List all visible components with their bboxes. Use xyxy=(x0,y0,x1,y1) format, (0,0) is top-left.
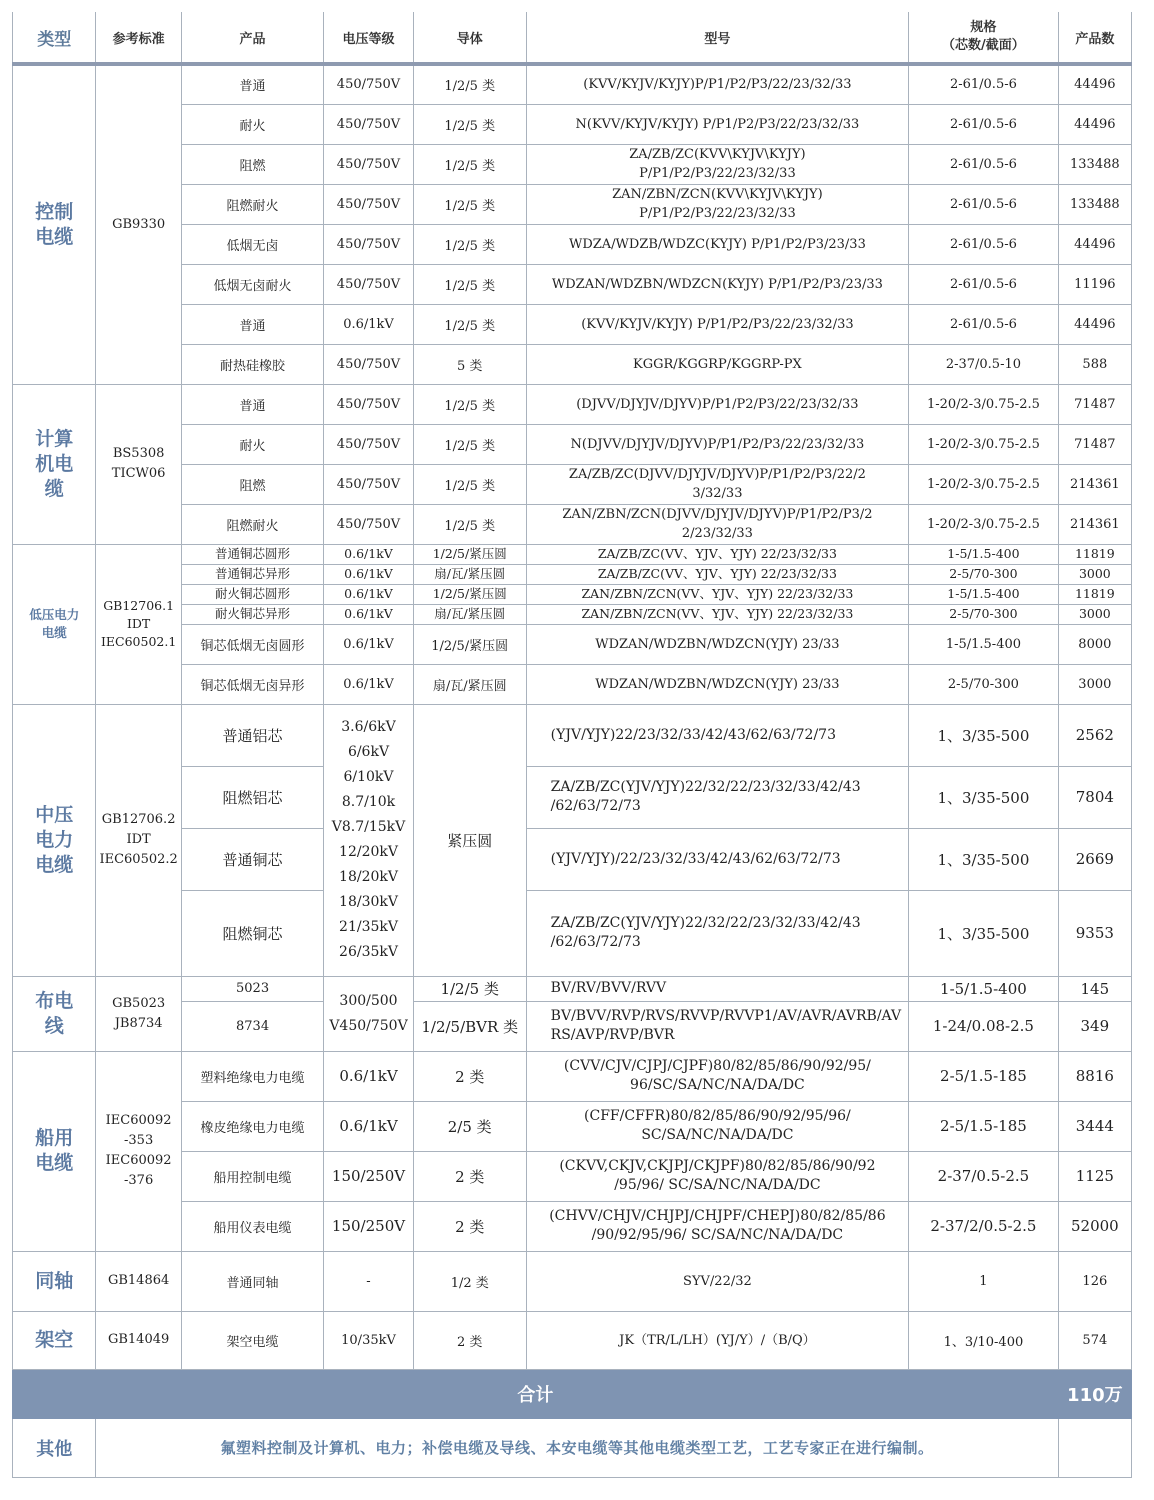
product-name: 普通铜芯异形 xyxy=(181,564,323,584)
product-name: 普通铝芯 xyxy=(181,704,323,766)
voltage-grade: 0.6/1kV xyxy=(324,1101,414,1151)
table-row xyxy=(13,704,1132,766)
model-number: (KVV/KYJV/KYJY)P/P1/P2/P3/22/23/32/33 xyxy=(526,64,908,104)
category-label: 中压电力电缆 xyxy=(13,704,96,976)
category-label: 低压电力电缆 xyxy=(13,544,96,704)
specification: 1、3/35-500 xyxy=(909,766,1059,828)
voltage-grade: 450/750V xyxy=(324,224,414,264)
table-row xyxy=(13,64,1132,104)
specification: 1-20/2-3/0.75-2.5 xyxy=(909,504,1059,544)
specification: 2-37/0.5-2.5 xyxy=(909,1151,1059,1201)
specification: 2-61/0.5-6 xyxy=(909,104,1059,144)
conductor-class: 2 类 xyxy=(413,1051,526,1101)
product-count: 133488 xyxy=(1058,184,1131,224)
category-label: 布电线 xyxy=(13,976,96,1051)
conductor-class: 1/2/5/紧压圆 xyxy=(413,584,526,604)
specification: 1-5/1.5-400 xyxy=(909,624,1059,664)
product-count: 349 xyxy=(1058,1001,1131,1051)
header-standard: 参考标准 xyxy=(96,12,181,64)
model-number: ZAN/ZBN/ZCN(VV、YJV、YJY) 22/23/32/33 xyxy=(526,584,908,604)
voltage-grade: 450/750V xyxy=(324,264,414,304)
conductor-class: 1/2/5/紧压圆 xyxy=(413,544,526,564)
conductor-class: 1/2/5 类 xyxy=(413,104,526,144)
product-name: 橡皮绝缘电力电缆 xyxy=(181,1101,323,1151)
model-number: ZAN/ZBN/ZCN(VV、YJV、YJY) 22/23/32/33 xyxy=(526,604,908,624)
product-name: 低烟无卤 xyxy=(181,224,323,264)
model-number: ZA/ZB/ZC(KVV\KYJV\KYJY) P/P1/P2/P3/22/23/32/33 xyxy=(526,144,908,184)
model-number: SYV/22/32 xyxy=(526,1251,908,1311)
table-row xyxy=(13,1251,1132,1311)
conductor-class: 2/5 类 xyxy=(413,1101,526,1151)
model-number: ZAN/ZBN/ZCN(KVV\KYJV\KYJY) P/P1/P2/P3/22/23/32/33 xyxy=(526,184,908,224)
product-name: 低烟无卤耐火 xyxy=(181,264,323,304)
conductor-class: 1/2/5 类 xyxy=(413,424,526,464)
product-count: 71487 xyxy=(1058,424,1131,464)
product-name: 阻燃铜芯 xyxy=(181,890,323,976)
table-row xyxy=(13,1311,1132,1369)
voltage-grade: 450/750V xyxy=(324,504,414,544)
category-label: 控制电缆 xyxy=(13,64,96,384)
voltage-grade: 0.6/1kV xyxy=(324,624,414,664)
conductor-class: 1/2/5 类 xyxy=(413,264,526,304)
specification: 1-24/0.08-2.5 xyxy=(909,1001,1059,1051)
specification: 1、3/10-400 xyxy=(909,1311,1059,1369)
reference-standard: BS5308 TICW06 xyxy=(96,384,181,544)
model-number: KGGR/KGGRP/KGGRP-PX xyxy=(526,344,908,384)
model-number: ZAN/ZBN/ZCN(DJVV/DJYJV/DJYV)P/P1/P2/P3/2 2/23/32/33 xyxy=(526,504,908,544)
total-row xyxy=(13,1369,1132,1418)
product-count: 3000 xyxy=(1058,564,1131,584)
conductor-class: 1/2/5 类 xyxy=(413,504,526,544)
product-count: 126 xyxy=(1058,1251,1131,1311)
model-number: (DJVV/DJYJV/DJYV)P/P1/P2/P3/22/23/32/33 xyxy=(526,384,908,424)
model-number: N(DJVV/DJYJV/DJYV)P/P1/P2/P3/22/23/32/33 xyxy=(526,424,908,464)
model-number: ZA/ZB/ZC(YJV/YJY)22/32/22/23/32/33/42/43 /62/63/72/73 xyxy=(526,890,908,976)
model-number: WDZAN/WDZBN/WDZCN(YJY) 23/33 xyxy=(526,664,908,704)
voltage-grade: 0.6/1kV xyxy=(324,1051,414,1101)
conductor-class: 1/2/5 类 xyxy=(413,464,526,504)
product-name: 耐火铜芯圆形 xyxy=(181,584,323,604)
reference-standard: GB12706.2 IDT IEC60502.2 xyxy=(96,704,181,976)
voltage-grade: 450/750V xyxy=(324,344,414,384)
conductor-class: 1/2 类 xyxy=(413,1251,526,1311)
other-note: 氟塑料控制及计算机、电力；补偿电缆及导线、本安电缆等其他电缆类型工艺，工艺专家正在进行编制。 xyxy=(96,1418,1058,1477)
voltage-grade: 450/750V xyxy=(324,104,414,144)
header-row xyxy=(13,12,1132,64)
specification: 1-5/1.5-400 xyxy=(909,544,1059,564)
product-count: 71487 xyxy=(1058,384,1131,424)
header-type: 类型 xyxy=(13,12,96,64)
specification: 2-5/70-300 xyxy=(909,564,1059,584)
voltage-grade: 150/250V xyxy=(324,1151,414,1201)
voltage-grade: 0.6/1kV xyxy=(324,584,414,604)
product-name: 阻燃耐火 xyxy=(181,184,323,224)
product-count: 2562 xyxy=(1058,704,1131,766)
voltage-grade: 0.6/1kV xyxy=(324,304,414,344)
model-number: BV/BVV/RVP/RVS/RVVP/RVVP1/AV/AVR/AVRB/AV RS/AVP/RVP/BVR xyxy=(526,1001,908,1051)
product-name: 船用仪表电缆 xyxy=(181,1201,323,1251)
specification: 2-61/0.5-6 xyxy=(909,184,1059,224)
model-number: (CHVV/CHJV/CHJPJ/CHJPF/CHEPJ)80/82/85/86 /90/92/95/96/ SC/SA/NC/NA/DA/DC xyxy=(526,1201,908,1251)
specification: 2-37/2/0.5-2.5 xyxy=(909,1201,1059,1251)
product-name: 阻燃 xyxy=(181,144,323,184)
category-label: 架空 xyxy=(13,1311,96,1369)
product-count: 1125 xyxy=(1058,1151,1131,1201)
model-number: WDZAN/WDZBN/WDZCN(KYJY) P/P1/P2/P3/23/33 xyxy=(526,264,908,304)
product-count: 52000 xyxy=(1058,1201,1131,1251)
specification: 1-20/2-3/0.75-2.5 xyxy=(909,424,1059,464)
voltage-grade: 0.6/1kV xyxy=(324,664,414,704)
table-row xyxy=(13,1051,1132,1101)
model-number: (CFF/CFFR)80/82/85/86/90/92/95/96/ SC/SA/NC/NA/DA/DC xyxy=(526,1101,908,1151)
product-name: 8734 xyxy=(181,1001,323,1051)
product-name: 普通铜芯 xyxy=(181,828,323,890)
header-voltage: 电压等级 xyxy=(324,12,414,64)
other-row xyxy=(13,1418,1132,1477)
voltage-grade: 450/750V xyxy=(324,144,414,184)
specification: 2-61/0.5-6 xyxy=(909,304,1059,344)
product-count: 133488 xyxy=(1058,144,1131,184)
product-count: 3444 xyxy=(1058,1101,1131,1151)
product-name: 耐火 xyxy=(181,424,323,464)
header-spec: 规格 （芯数/截面） xyxy=(909,12,1059,64)
other-count-empty xyxy=(1058,1418,1131,1477)
product-name: 塑料绝缘电力电缆 xyxy=(181,1051,323,1101)
product-count: 11819 xyxy=(1058,544,1131,564)
specification: 1-5/1.5-400 xyxy=(909,584,1059,604)
product-name: 耐火 xyxy=(181,104,323,144)
model-number: BV/RV/BVV/RVV xyxy=(526,976,908,1001)
product-count: 214361 xyxy=(1058,504,1131,544)
product-name: 阻燃耐火 xyxy=(181,504,323,544)
conductor-class: 扇/瓦/紧压圆 xyxy=(413,664,526,704)
conductor-class: 1/2/5 类 xyxy=(413,144,526,184)
voltage-grade: 450/750V xyxy=(324,424,414,464)
product-count: 214361 xyxy=(1058,464,1131,504)
conductor-class: 2 类 xyxy=(413,1201,526,1251)
model-number: JK（TR/L/LH）(YJ/Y）/（B/Q） xyxy=(526,1311,908,1369)
specification: 1 xyxy=(909,1251,1059,1311)
product-name: 普通同轴 xyxy=(181,1251,323,1311)
product-name: 普通铜芯圆形 xyxy=(181,544,323,564)
voltage-grade: 10/35kV xyxy=(324,1311,414,1369)
specification: 2-61/0.5-6 xyxy=(909,224,1059,264)
header-conductor: 导体 xyxy=(413,12,526,64)
conductor-class: 1/2/5 类 xyxy=(413,304,526,344)
specification: 2-5/1.5-185 xyxy=(909,1101,1059,1151)
conductor-class: 扇/瓦/紧压圆 xyxy=(413,604,526,624)
conductor-class: 5 类 xyxy=(413,344,526,384)
cable-product-table xyxy=(12,12,1132,1478)
table-row xyxy=(13,544,1132,564)
product-count: 3000 xyxy=(1058,664,1131,704)
specification: 1-20/2-3/0.75-2.5 xyxy=(909,384,1059,424)
voltage-grade: 450/750V xyxy=(324,64,414,104)
conductor-class: 2 类 xyxy=(413,1311,526,1369)
product-count: 574 xyxy=(1058,1311,1131,1369)
conductor-class: 1/2/5 类 xyxy=(413,64,526,104)
specification: 2-61/0.5-6 xyxy=(909,264,1059,304)
conductor-class: 1/2/5/紧压圆 xyxy=(413,624,526,664)
product-name: 5023 xyxy=(181,976,323,1001)
specification: 2-61/0.5-6 xyxy=(909,144,1059,184)
conductor-class: 2 类 xyxy=(413,1151,526,1201)
specification: 2-5/70-300 xyxy=(909,664,1059,704)
conductor-class: 1/2/5 类 xyxy=(413,384,526,424)
specification: 1、3/35-500 xyxy=(909,890,1059,976)
table-row xyxy=(13,976,1132,1001)
specification: 2-5/70-300 xyxy=(909,604,1059,624)
category-label: 计算机电缆 xyxy=(13,384,96,544)
product-count: 44496 xyxy=(1058,64,1131,104)
product-count: 8000 xyxy=(1058,624,1131,664)
model-number: WDZAN/WDZBN/WDZCN(YJY) 23/33 xyxy=(526,624,908,664)
product-count: 8816 xyxy=(1058,1051,1131,1101)
product-name: 架空电缆 xyxy=(181,1311,323,1369)
voltage-grade: 3.6/6kV 6/6kV 6/10kV 8.7/10k V8.7/15kV 12/20kV 18/20kV 18/30kV 21/35kV 26/35kV xyxy=(324,704,414,976)
model-number: (YJV/YJY)/22/23/32/33/42/43/62/63/72/73 xyxy=(526,828,908,890)
reference-standard: GB12706.1 IDT IEC60502.1 xyxy=(96,544,181,704)
voltage-grade: 0.6/1kV xyxy=(324,544,414,564)
reference-standard: GB14864 xyxy=(96,1251,181,1311)
product-name: 耐热硅橡胶 xyxy=(181,344,323,384)
product-count: 2669 xyxy=(1058,828,1131,890)
specification: 2-61/0.5-6 xyxy=(909,64,1059,104)
voltage-grade: - xyxy=(324,1251,414,1311)
category-label: 船用电缆 xyxy=(13,1051,96,1251)
conductor-class: 扇/瓦/紧压圆 xyxy=(413,564,526,584)
model-number: ZA/ZB/ZC(VV、YJV、YJY) 22/23/32/33 xyxy=(526,564,908,584)
total-label: 合计 xyxy=(13,1369,1059,1418)
product-name: 船用控制电缆 xyxy=(181,1151,323,1201)
reference-standard: IEC60092 -353 IEC60092 -376 xyxy=(96,1051,181,1251)
model-number: N(KVV/KYJV/KYJY) P/P1/P2/P3/22/23/32/33 xyxy=(526,104,908,144)
conductor-class: 1/2/5/BVR 类 xyxy=(413,1001,526,1051)
total-value: 110万 xyxy=(1058,1369,1131,1418)
product-count: 11819 xyxy=(1058,584,1131,604)
voltage-grade: 300/500 V450/750V xyxy=(324,976,414,1051)
voltage-grade: 450/750V xyxy=(324,384,414,424)
model-number: WDZA/WDZB/WDZC(KYJY) P/P1/P2/P3/23/33 xyxy=(526,224,908,264)
specification: 2-5/1.5-185 xyxy=(909,1051,1059,1101)
voltage-grade: 0.6/1kV xyxy=(324,564,414,584)
reference-standard: GB5023 JB8734 xyxy=(96,976,181,1051)
product-name: 耐火铜芯异形 xyxy=(181,604,323,624)
specification: 1、3/35-500 xyxy=(909,704,1059,766)
reference-standard: GB9330 xyxy=(96,64,181,384)
voltage-grade: 0.6/1kV xyxy=(324,604,414,624)
product-name: 普通 xyxy=(181,64,323,104)
product-count: 3000 xyxy=(1058,604,1131,624)
conductor-class: 紧压圆 xyxy=(413,704,526,976)
product-name: 铜芯低烟无卤圆形 xyxy=(181,624,323,664)
product-count: 44496 xyxy=(1058,304,1131,344)
conductor-class: 1/2/5 类 xyxy=(413,976,526,1001)
product-name: 阻燃铝芯 xyxy=(181,766,323,828)
table-row xyxy=(13,384,1132,424)
product-count: 7804 xyxy=(1058,766,1131,828)
header-count: 产品数 xyxy=(1058,12,1131,64)
specification: 2-37/0.5-10 xyxy=(909,344,1059,384)
voltage-grade: 450/750V xyxy=(324,464,414,504)
other-label: 其他 xyxy=(13,1418,96,1477)
model-number: ZA/ZB/ZC(VV、YJV、YJY) 22/23/32/33 xyxy=(526,544,908,564)
model-number: (CKVV,CKJV,CKJPJ/CKJPF)80/82/85/86/90/92 /95/96/ SC/SA/NC/NA/DA/DC xyxy=(526,1151,908,1201)
conductor-class: 1/2/5 类 xyxy=(413,224,526,264)
category-label: 同轴 xyxy=(13,1251,96,1311)
model-number: (CVV/CJV/CJPJ/CJPF)80/82/85/86/90/92/95/ 96/SC/SA/NC/NA/DA/DC xyxy=(526,1051,908,1101)
model-number: ZA/ZB/ZC(YJV/YJY)22/32/22/23/32/33/42/43 /62/63/72/73 xyxy=(526,766,908,828)
product-count: 44496 xyxy=(1058,104,1131,144)
header-model: 型号 xyxy=(526,12,908,64)
product-name: 阻燃 xyxy=(181,464,323,504)
product-count: 145 xyxy=(1058,976,1131,1001)
product-name: 普通 xyxy=(181,304,323,344)
specification: 1-5/1.5-400 xyxy=(909,976,1059,1001)
header-product: 产品 xyxy=(181,12,323,64)
specification: 1-20/2-3/0.75-2.5 xyxy=(909,464,1059,504)
model-number: (YJV/YJY)22/23/32/33/42/43/62/63/72/73 xyxy=(526,704,908,766)
model-number: ZA/ZB/ZC(DJVV/DJYJV/DJYV)P/P1/P2/P3/22/2 3/32/33 xyxy=(526,464,908,504)
product-count: 11196 xyxy=(1058,264,1131,304)
model-number: (KVV/KYJV/KYJY) P/P1/P2/P3/22/23/32/33 xyxy=(526,304,908,344)
table-body xyxy=(13,64,1132,1477)
voltage-grade: 450/750V xyxy=(324,184,414,224)
specification: 1、3/35-500 xyxy=(909,828,1059,890)
product-name: 普通 xyxy=(181,384,323,424)
product-count: 9353 xyxy=(1058,890,1131,976)
product-count: 44496 xyxy=(1058,224,1131,264)
product-count: 588 xyxy=(1058,344,1131,384)
voltage-grade: 150/250V xyxy=(324,1201,414,1251)
reference-standard: GB14049 xyxy=(96,1311,181,1369)
conductor-class: 1/2/5 类 xyxy=(413,184,526,224)
product-name: 铜芯低烟无卤异形 xyxy=(181,664,323,704)
